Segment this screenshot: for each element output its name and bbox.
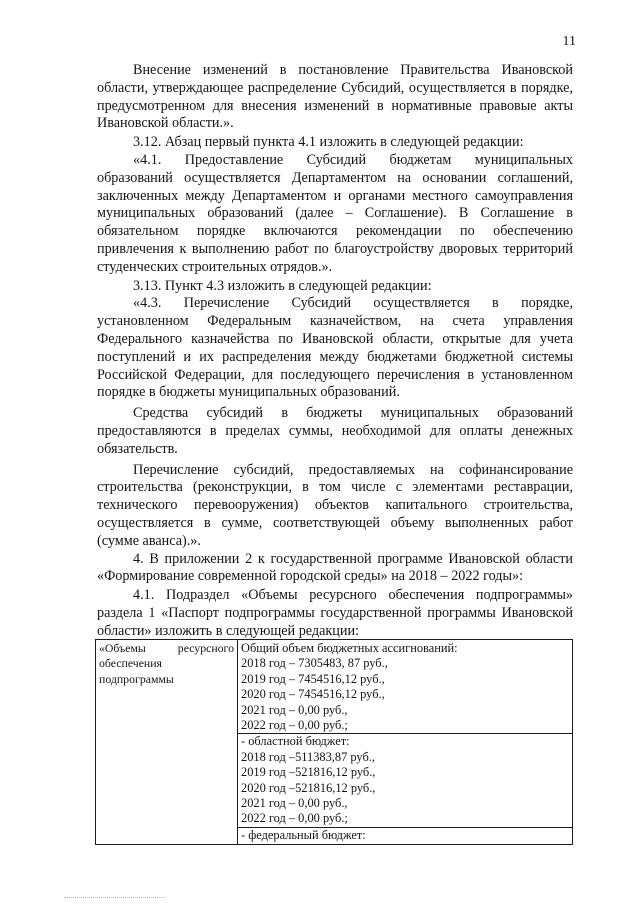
paragraph-3-12-heading: 3.12. Абзац первый пункта 4.1 изложить в следующей редакции:: [133, 134, 524, 151]
paragraph-3-13-heading: 3.13. Пункт 4.3 изложить в следующей редакции:: [133, 277, 432, 294]
table-value-line: - федеральный бюджет:: [238, 827, 572, 843]
table-value-line: 2022 год – 0,00 руб.;: [241, 718, 348, 733]
table-value-line: 2018 год –511383,87 руб.,: [241, 749, 375, 764]
page-number: 11: [562, 34, 576, 49]
document-body: [97, 62, 573, 641]
paragraph-4-3-text: «4.3. Перечисление Субсидий осуществляется в порядке, установленном Федеральным казначейством, на счета управления Федерального казначейства по Ивановской области, открытые для учета поступлений и их распределения между бюджетами бюджетной системы Российской Федерации, для последующего перечисления в установленном порядке в бюджеты муниципальных образований.: [97, 295, 573, 401]
paragraph-amendment-procedure: Внесение изменений в постановление Правительства Ивановской области, утверждающее распределение Субсидий, осуществляется в порядке, предусмотренном для внесения изменений в нормативные правовые акты Ивановской области.».: [97, 62, 573, 132]
table-value-line: 2019 год – 7454516,12 руб.,: [241, 671, 385, 686]
paragraph-subsidy-funds: Средства субсидий в бюджеты муниципальных образований предоставляются в пределах суммы, необходимой для оплаты денежных обязательств.: [97, 405, 573, 457]
table-value-line: 2020 год –521816,12 руб.,: [241, 780, 376, 795]
paragraph-4-1-subsection: 4.1. Подраздел «Объемы ресурсного обеспечения подпрограммы» раздела 1 «Паспорт подпрограммы государственной программы Ивановской области» изложить в следующей редакции:: [97, 587, 573, 639]
table-label-cell: «Объемы ресурсного обеспечения подпрограммы: [96, 640, 238, 845]
paragraph-4-1-text: «4.1. Предоставление Субсидий бюджетам муниципальных образований осуществляется Департаментом на основании соглашений, заключенных между Департаментом и органами местного самоуправления муниципальных образований (далее – Соглашение). В Соглашение в обязательном порядке включаются рекомендации по обеспечению привлечения к выполнению работ по благоустройству дворовых территорий студенческих строительных отрядов.».: [97, 151, 573, 275]
paragraph-4-appendix: 4. В приложении 2 к государственной программе Ивановской области «Формирование современной городской среды» на 2018 – 2022 годы»:: [97, 550, 573, 585]
table-value-line: 2022 год – 0,00 руб.;: [241, 811, 348, 826]
table-values-cell: [238, 640, 573, 845]
table-value-line: 2019 год –521816,12 руб.,: [241, 765, 376, 780]
table-value-line: Общий объем бюджетных ассигнований:: [241, 641, 458, 655]
table-row: [96, 640, 573, 845]
scan-artifact-dotted-line: [64, 897, 164, 900]
table-value-line: 2021 год – 0,00 руб.,: [241, 702, 348, 717]
table-value-line: 2021 год – 0,00 руб.,: [241, 796, 348, 811]
table-value-line: - областной бюджет:: [238, 733, 572, 749]
table-value-line: 2018 год – 7305483, 87 руб.,: [241, 656, 388, 671]
paragraph-subsidy-transfer: Перечисление субсидий, предоставляемых на софинансирование строительства (реконструкции, в том числе с элементами реставрации, технического перевооружения) объектов капитального строительства, осуществляется в сумме, соответствующей объему выполненных работ (сумме аванса).».: [97, 461, 573, 549]
table-value-line: 2020 год – 7454516,12 руб.,: [241, 687, 385, 702]
resource-allocation-table: [95, 639, 573, 845]
